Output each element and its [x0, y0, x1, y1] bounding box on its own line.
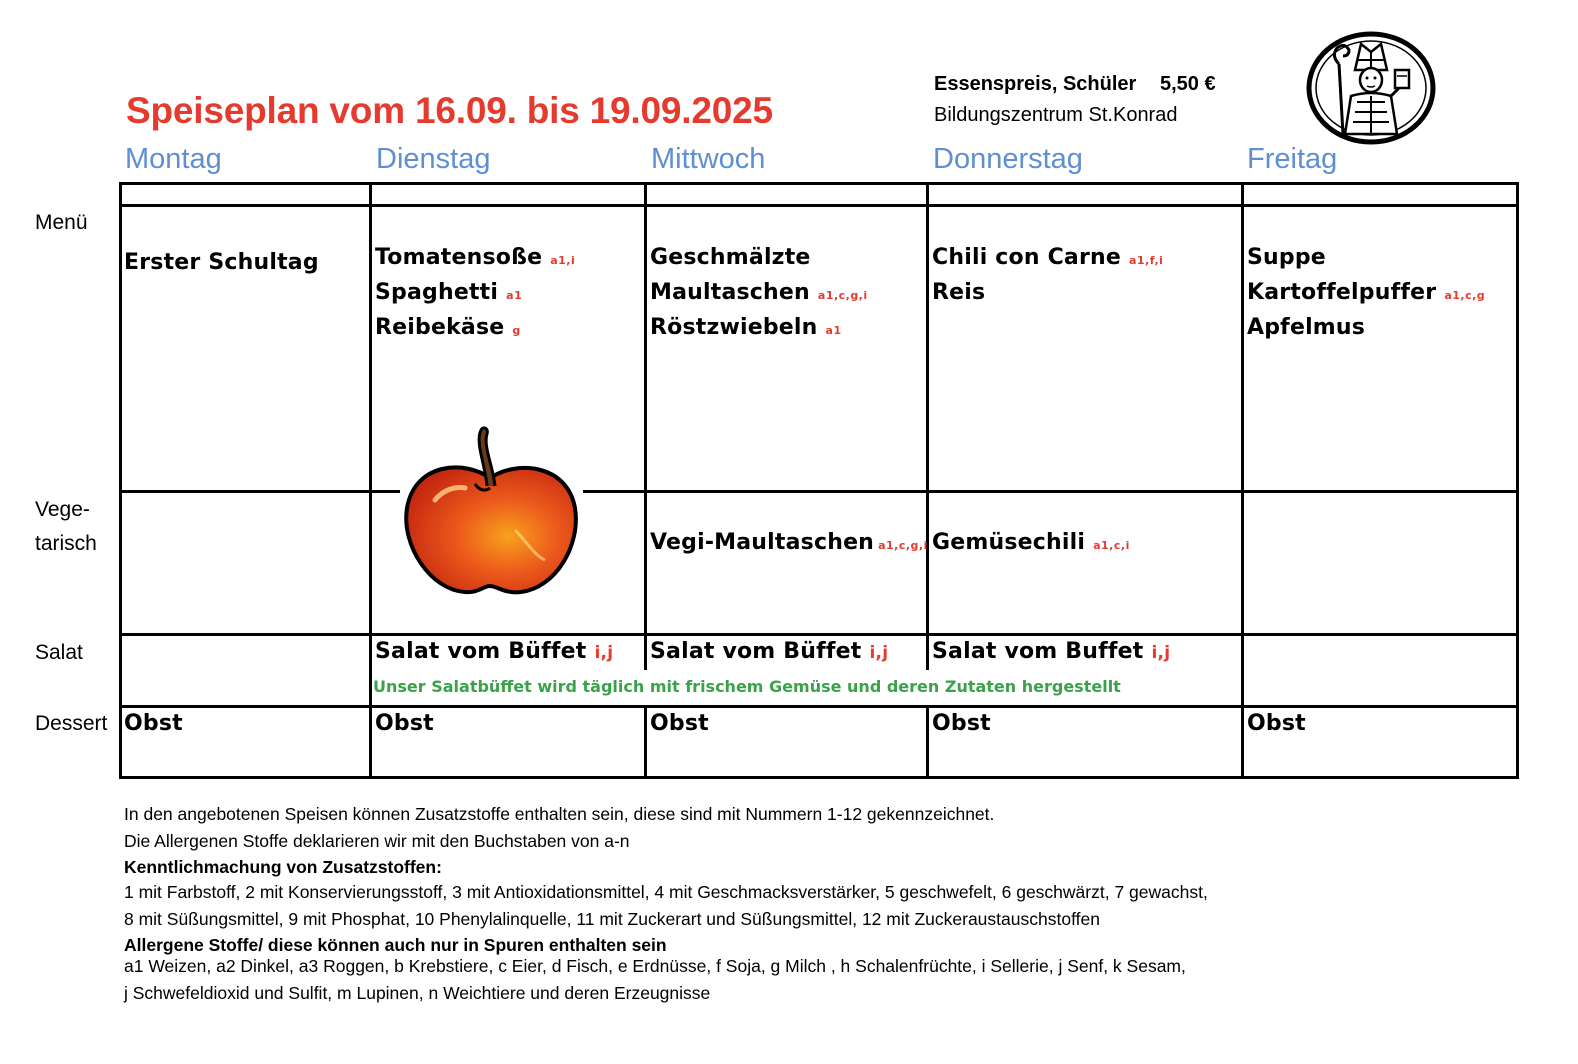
footer-additives-1: 1 mit Farbstoff, 2 mit Konservierungsstoff, 3 mit Antioxidationsmittel, 4 mit Geschmacksverstärker, 5 geschwefelt, 6 geschwärzt, 7 gewachst,	[124, 882, 1208, 902]
salad-item-donnerstag	[932, 634, 1170, 671]
dessert-mittwoch: Obst	[650, 711, 709, 736]
allergen-codes: a1,c,i	[1093, 539, 1130, 552]
menu-item-donnerstag-2	[932, 275, 985, 310]
menu-item-dienstag-1	[375, 240, 575, 278]
row-label-salad: Salat	[35, 641, 83, 664]
grid-line	[1241, 182, 1244, 779]
page-title: Speiseplan vom 16.09. bis 19.09.2025	[126, 90, 773, 131]
price-value: 5,50 €	[1160, 73, 1216, 95]
row-label-vegetarian-2: tarisch	[35, 532, 97, 555]
dessert-donnerstag: Obst	[932, 711, 991, 736]
dish-name: Reibekäse	[375, 315, 505, 340]
menu-item-montag	[124, 245, 319, 280]
dish-name: Gemüsechili	[932, 530, 1086, 555]
allergen-codes: a1	[825, 324, 842, 337]
grid-line	[119, 705, 1519, 708]
day-header-donnerstag: Donnerstag	[933, 143, 1083, 175]
grid-line	[119, 182, 122, 779]
row-label-vegetarian-1: Vege-	[35, 498, 90, 521]
day-header-dienstag: Dienstag	[376, 143, 491, 175]
dish-name: Salat vom Büffet	[375, 639, 587, 664]
footer-allergens-2: j Schwefeldioxid und Sulfit, m Lupinen, n Weichtiere und deren Erzeugnisse	[124, 983, 711, 1003]
dish-name: Röstzwiebeln	[650, 315, 818, 340]
grid-line	[119, 204, 1519, 207]
menu-item-donnerstag-1	[932, 240, 1163, 278]
menu-item-mittwoch-2	[650, 275, 868, 313]
salad-item-mittwoch	[650, 634, 888, 671]
dish-name: Maultaschen	[650, 280, 810, 305]
allergen-codes: i,j	[869, 643, 889, 663]
school-name: Bildungszentrum St.Konrad	[934, 104, 1178, 126]
grid-line	[926, 705, 929, 779]
menu-item-mittwoch-3	[650, 310, 842, 348]
dish-name: Apfelmus	[1247, 315, 1366, 340]
dessert-montag: Obst	[124, 711, 183, 736]
salad-buffet-note: Unser Salatbüffet wird täglich mit frischem Gemüse und deren Zutaten hergestellt	[373, 677, 1121, 696]
menu-item-freitag-3	[1247, 310, 1365, 345]
dessert-dienstag: Obst	[375, 711, 434, 736]
grid-line	[583, 490, 1519, 493]
saint-bishop-emblem-icon	[1305, 30, 1437, 146]
allergen-codes: a1,c,g	[1444, 289, 1486, 302]
dish-name: Kartoffelpuffer	[1247, 280, 1437, 305]
grid-line	[119, 182, 1519, 185]
dish-name: Geschmälzte	[650, 245, 811, 270]
dessert-freitag: Obst	[1247, 711, 1306, 736]
vegetarian-item-mittwoch	[650, 525, 928, 563]
grid-line	[119, 776, 1519, 779]
allergen-codes: a1	[506, 289, 523, 302]
price-label: Essenspreis, Schüler	[934, 73, 1137, 95]
menu-item-dienstag-3	[375, 310, 521, 348]
allergen-codes: a1,c,g,i	[817, 289, 868, 302]
dish-name: Suppe	[1247, 245, 1326, 270]
menu-item-freitag-2	[1247, 275, 1485, 313]
dish-name: Salat vom Buffet	[932, 639, 1144, 664]
footer-additives-2: 8 mit Süßungsmittel, 9 mit Phosphat, 10 Phenylalinquelle, 11 mit Zuckerart und Süßungsmittel, 12 mit Zuckeraustauschstoffen	[124, 909, 1100, 929]
footer-line-1: In den angebotenen Speisen können Zusatzstoffe enthalten sein, diese sind mit Nummern 1-12 gekennzeichnet.	[124, 804, 995, 824]
footer-line-2: Die Allergenen Stoffe deklarieren wir mit den Buchstaben von a-n	[124, 831, 630, 851]
dish-name: Vegi-Maultaschen	[650, 530, 875, 555]
dish-name: Tomatensoße	[375, 245, 543, 270]
dish-name: Reis	[932, 280, 986, 305]
day-header-montag: Montag	[125, 143, 222, 175]
allergen-codes: i,j	[594, 643, 614, 663]
dish-name: Erster Schultag	[124, 250, 319, 275]
red-apple-icon	[395, 420, 585, 600]
row-label-menu: Menü	[35, 211, 88, 234]
grid-line	[644, 182, 647, 670]
dish-name: Chili con Carne	[932, 245, 1121, 270]
allergen-codes: a1,c,g,i	[878, 539, 928, 552]
day-header-mittwoch: Mittwoch	[651, 143, 766, 175]
grid-line	[644, 705, 647, 779]
day-header-freitag: Freitag	[1247, 143, 1338, 175]
menu-item-mittwoch-1	[650, 240, 811, 275]
menu-item-dienstag-2	[375, 275, 522, 313]
salad-item-dienstag	[375, 634, 613, 671]
allergen-codes: a1,i	[550, 254, 576, 267]
grid-line	[926, 182, 929, 670]
menu-item-freitag-1	[1247, 240, 1326, 275]
footer-allergens-1: a1 Weizen, a2 Dinkel, a3 Roggen, b Krebstiere, c Eier, d Fisch, e Erdnüsse, f Soja, g Milch , h Schalenfrüchte, i Sellerie, j Senf, k Sesam,	[124, 956, 1186, 976]
allergen-codes: i,j	[1151, 643, 1171, 663]
dish-name: Spaghetti	[375, 280, 499, 305]
grid-line	[119, 490, 400, 493]
dish-name: Salat vom Büffet	[650, 639, 862, 664]
grid-line	[369, 182, 372, 779]
row-label-dessert: Dessert	[35, 712, 108, 735]
footer-heading-allergens: Allergene Stoffe/ diese können auch nur in Spuren enthalten sein	[124, 935, 667, 955]
allergen-codes: a1,f,i	[1129, 254, 1164, 267]
vegetarian-item-donnerstag	[932, 525, 1130, 563]
footer-heading-additives: Kenntlichmachung von Zusatzstoffen:	[124, 857, 442, 877]
allergen-codes: g	[512, 324, 521, 337]
grid-line	[1516, 182, 1519, 779]
